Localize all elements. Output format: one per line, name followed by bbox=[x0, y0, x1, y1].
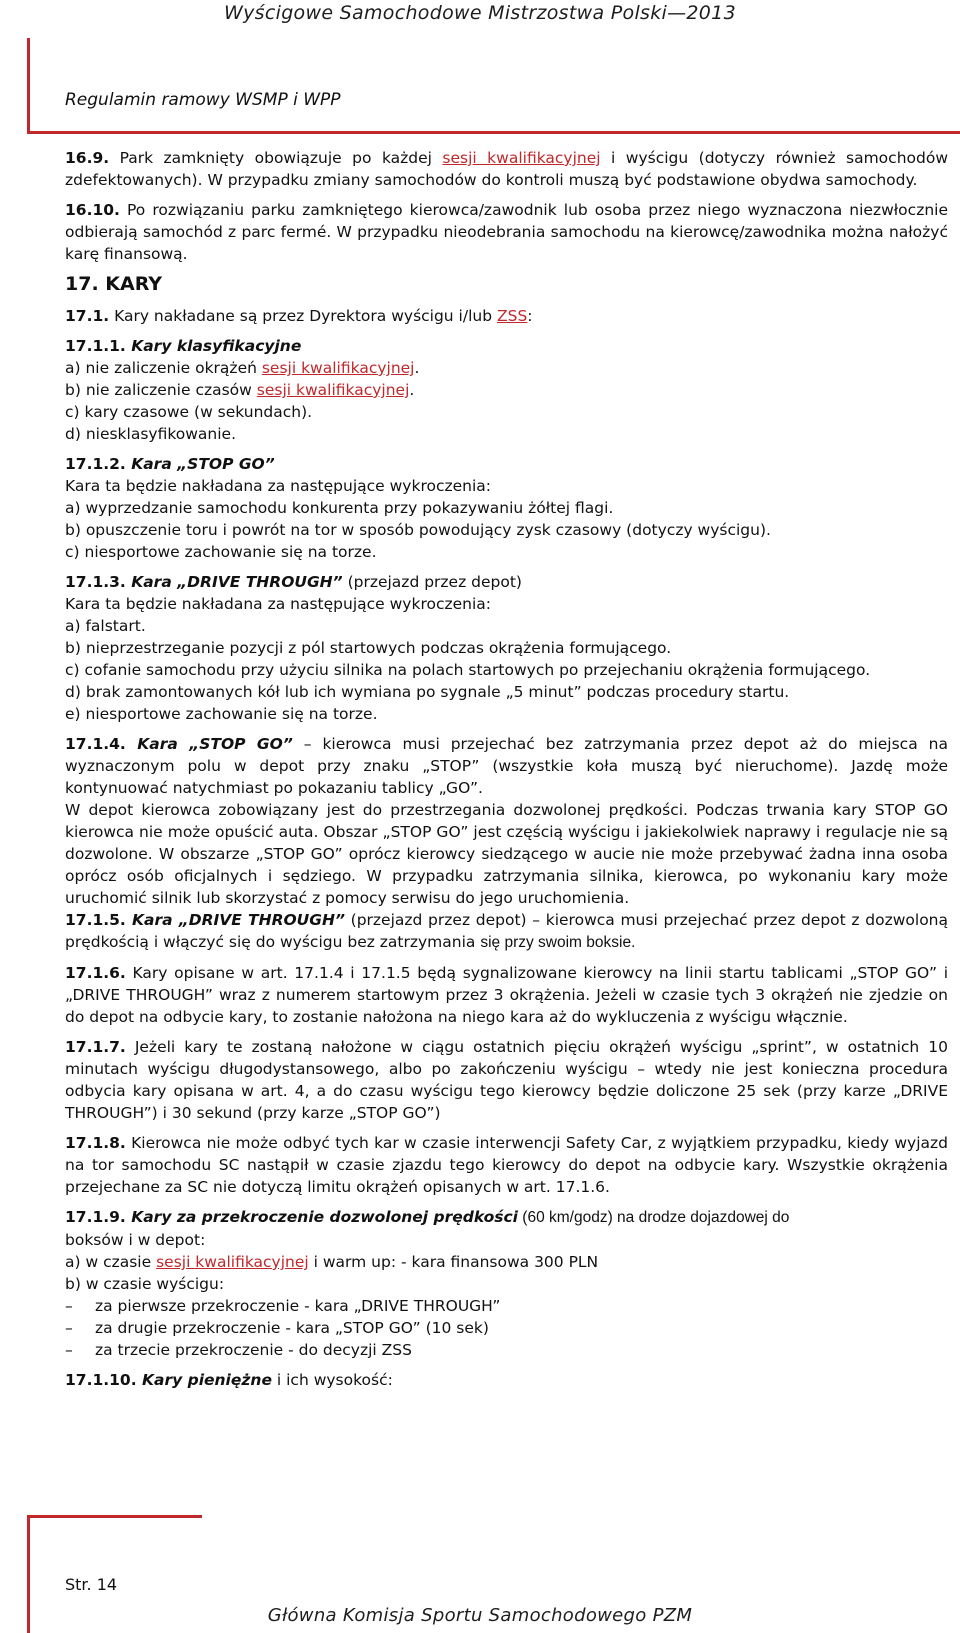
paragraph-text: i wyścigu (dotyczy również samochodów zdefektowanych). W przypadku zmiany samochodów do kontroli muszą być podstawione obydwa samochody. bbox=[65, 149, 948, 189]
paragraph-text: – kierowca musi przejechać bez zatrzymania przez depot aż do miejsca na wyznaczonym polu w depot przy znaku „STOP” (wszystkie koła muszą być nieruchome). Jazdę może kontynuować natychmiast po pokazaniu tablicy „GO”. bbox=[65, 735, 948, 797]
list-item: b) nieprzestrzeganie pozycji z pól startowych podczas okrążenia formującego. bbox=[65, 639, 672, 657]
section-number: 16.9. bbox=[65, 149, 110, 167]
list-item-text: a) nie zaliczenie okrążeń bbox=[65, 359, 262, 377]
section-title: Kara „STOP GO” bbox=[125, 735, 293, 753]
paragraph-17-1-8 bbox=[65, 1132, 948, 1198]
paragraph-17-1-6 bbox=[65, 962, 948, 1028]
paragraph-text: Kary nakładane są przez Dyrektora wyścigu i/lub bbox=[109, 307, 497, 325]
heading-17-1-9 bbox=[65, 1206, 948, 1229]
list-intro: Kara ta będzie nakładana za następujące wykroczenia: bbox=[65, 595, 492, 613]
dash-list-text: za pierwsze przekroczenie - kara „DRIVE THROUGH” bbox=[95, 1297, 501, 1315]
list-item-text: i warm up: - kara finansowa 300 PLN bbox=[308, 1253, 599, 1271]
link-sesji-kwalifikacyjnej[interactable]: sesji kwalifikacyjnej bbox=[442, 149, 601, 167]
list-item: b) opuszczenie toru i powrót na tor w sposób powodujący zysk czasowy (dotyczy wyścigu). bbox=[65, 521, 771, 539]
list-item: a) falstart. bbox=[65, 617, 146, 635]
section-number: 17.1.9. bbox=[65, 1208, 126, 1226]
list-item: e) niesportowe zachowanie się na torze. bbox=[65, 705, 378, 723]
section-number: 17.1.2. bbox=[65, 455, 126, 473]
link-zss[interactable]: ZSS bbox=[496, 307, 528, 325]
dash-bullet: – bbox=[65, 1319, 73, 1337]
section-title: Kary pieniężne bbox=[136, 1371, 272, 1389]
dash-list-text: za drugie przekroczenie - kara „STOP GO” (10 sek) bbox=[95, 1319, 489, 1337]
link-sesji-kwalifikacyjnej[interactable]: sesji kwalifikacyjnej bbox=[156, 1253, 309, 1271]
section-title: Kara „DRIVE THROUGH” bbox=[125, 573, 343, 591]
list-item bbox=[65, 357, 948, 379]
section-number: 17.1.4. bbox=[65, 735, 126, 753]
paragraph-text: Kary opisane w art. 17.1.4 i 17.1.5 będą sygnalizowane kierowcy na linii startu tablicami „STOP GO” i „DRIVE THROUGH” wraz z numerem startowym przez 3 okrążenia. Jeżeli w czasie tych 3 okrążeń nie zjedzie on do depot na odbycie kary, to zostanie nałożona na niego kara aż do wykluczenia z wyścigu włącznie. bbox=[65, 964, 948, 1026]
dash-bullet: – bbox=[65, 1297, 73, 1315]
paragraph-16-9 bbox=[65, 147, 948, 191]
section-number: 17.1.5. bbox=[65, 911, 126, 929]
link-sesji-kwalifikacyjnej[interactable]: sesji kwalifikacyjnej bbox=[256, 381, 410, 399]
section-number: 17.1.7. bbox=[65, 1038, 126, 1056]
list-item: d) brak zamontowanych kół lub ich wymiana po sygnale „5 minut” podczas procedury startu. bbox=[65, 683, 790, 701]
list-item: b) w czasie wyścigu: bbox=[65, 1275, 225, 1293]
list-item: c) kary czasowe (w sekundach). bbox=[65, 403, 313, 421]
heading-17-1-3 bbox=[65, 571, 948, 593]
list-item-text: a) w czasie bbox=[65, 1253, 157, 1271]
list-item bbox=[65, 1251, 948, 1273]
dash-list-item bbox=[65, 1339, 948, 1361]
paragraph-text: (przejazd przez depot) – kierowca musi przejechać przez depot z dozwoloną prędkością i włączyć się do wyścigu bez zatrzymania bbox=[65, 911, 948, 951]
section-title-note: i ich wysokość: bbox=[271, 1371, 393, 1389]
section-number: 17.1.8. bbox=[65, 1134, 126, 1152]
paragraph-text: boksów i w depot: bbox=[65, 1231, 206, 1249]
paragraph-text: Park zamknięty obowiązuje po każdej bbox=[109, 149, 443, 167]
paragraph-text: Po rozwiązaniu parku zamkniętego kierowca/zawodnik lub osoba przez niego wyznaczona niezwłocznie odbierają samochód z parc fermé. W przypadku nieodebrania samochodu na kierowcę/zawodnika można nałożyć karę finansową. bbox=[65, 201, 948, 263]
section-number: 17.1.1. bbox=[65, 337, 126, 355]
document-header-title: Wyścigowe Samochodowe Mistrzostwa Polski—2013 bbox=[224, 2, 736, 24]
section-title: Kary za przekroczenie dozwolonej prędkości bbox=[125, 1208, 518, 1226]
page-number: Str. 14 bbox=[65, 1575, 118, 1594]
paragraph-17-1-4-cont: W depot kierowca zobowiązany jest do przestrzegania dozwolonej prędkości. Podczas trwania kary STOP GO kierowca nie może opuścić auta. Obszar „STOP GO” jest częścią wyścigu i jakiekolwiek naprawy i regulacje nie są dozwolone. W obszarze „STOP GO” oprócz kierowcy siedzącego w aucie nie może przebywać żadna inna osoba oprócz osób oficjalnych i sędziego. W przypadku zatrzymania silnika, kierowca, po wykonaniu kary może uruchomić silnik lub skorzystać z pomocy serwisu do jego uruchomienia. bbox=[65, 801, 948, 907]
paragraph-text-tail: się przy swoim boksie. bbox=[480, 934, 636, 951]
section-number: 16.10. bbox=[65, 201, 120, 219]
dash-list-item bbox=[65, 1295, 948, 1317]
paragraph-text: : bbox=[527, 307, 533, 325]
list-item-text: . bbox=[414, 359, 420, 377]
section-number: 17.1.10. bbox=[65, 1371, 137, 1389]
heading-17-1-10 bbox=[65, 1369, 948, 1391]
list-item bbox=[65, 379, 948, 401]
paragraph-17-1-7 bbox=[65, 1036, 948, 1124]
section-title: Kara „DRIVE THROUGH” bbox=[125, 911, 345, 929]
section-number: 17.1.3. bbox=[65, 573, 126, 591]
list-item: d) niesklasyfikowanie. bbox=[65, 425, 237, 443]
dash-bullet: – bbox=[65, 1341, 73, 1359]
paragraph-17-1-5 bbox=[65, 909, 948, 954]
heading-17-1-2 bbox=[65, 453, 948, 475]
list-item-text: b) nie zaliczenie czasów bbox=[65, 381, 257, 399]
header-horizontal-rule bbox=[27, 131, 960, 134]
footer-horizontal-rule bbox=[27, 1515, 202, 1518]
document-header-subtitle: Regulamin ramowy WSMP i WPP bbox=[65, 90, 341, 110]
header-vertical-rule bbox=[27, 38, 30, 134]
section-title: Kary klasyfikacyjne bbox=[125, 337, 302, 355]
list-item: c) cofanie samochodu przy użyciu silnika na polach startowych po przejechaniu okrążenia formującego. bbox=[65, 661, 871, 679]
paragraph-17-1 bbox=[65, 305, 948, 327]
paragraph-text: Kierowca nie może odbyć tych kar w czasie interwencji Safety Car, z wyjątkiem przypadku, kiedy wyjazd na tor samochodu SC nastąpił w czasie zjazdu tego kierowcy do depot na odbycie kary. Wszystkie okrążenia przejechane za SC nie dotyczą limitu okrążeń opisanych w art. 17.1.6. bbox=[65, 1134, 948, 1196]
section-heading-kary: 17. KARY bbox=[65, 273, 163, 295]
paragraph-text: Jeżeli kary te zostaną nałożone w ciągu ostatnich pięciu okrążeń wyścigu „sprint”, w ostatnich 10 minutach wyścigu długodystansowego, albo po zakończeniu wyścigu – wtedy nie jest konieczna procedura odbycia kary opisana w art. 4, a do czasu wyścigu tego kierowcy będzie doliczone 25 sek (przy karze „DRIVE THROUGH”) i 30 sekund (przy karze „STOP GO”) bbox=[65, 1038, 948, 1122]
dash-list-text: za trzecie przekroczenie - do decyzji ZSS bbox=[95, 1341, 412, 1359]
section-title-note: (60 km/godz) na drodze dojazdowej do bbox=[517, 1209, 790, 1226]
section-number: 17.1. bbox=[65, 307, 110, 325]
list-intro: Kara ta będzie nakładana za następujące wykroczenia: bbox=[65, 477, 492, 495]
heading-17-1-1 bbox=[65, 335, 948, 357]
paragraph-16-10 bbox=[65, 199, 948, 265]
link-sesji-kwalifikacyjnej[interactable]: sesji kwalifikacyjnej bbox=[261, 359, 415, 377]
list-item-text: . bbox=[409, 381, 415, 399]
section-number: 17.1.6. bbox=[65, 964, 126, 982]
document-body bbox=[65, 147, 948, 1391]
list-item: c) niesportowe zachowanie się na torze. bbox=[65, 543, 377, 561]
paragraph-17-1-4 bbox=[65, 733, 948, 799]
dash-list-item bbox=[65, 1317, 948, 1339]
section-title-note: (przejazd przez depot) bbox=[342, 573, 522, 591]
list-item: a) wyprzedzanie samochodu konkurenta przy pokazywaniu żółtej flagi. bbox=[65, 499, 614, 517]
section-title: Kara „STOP GO” bbox=[125, 455, 275, 473]
document-footer-org: Główna Komisja Sportu Samochodowego PZM bbox=[267, 1605, 693, 1626]
